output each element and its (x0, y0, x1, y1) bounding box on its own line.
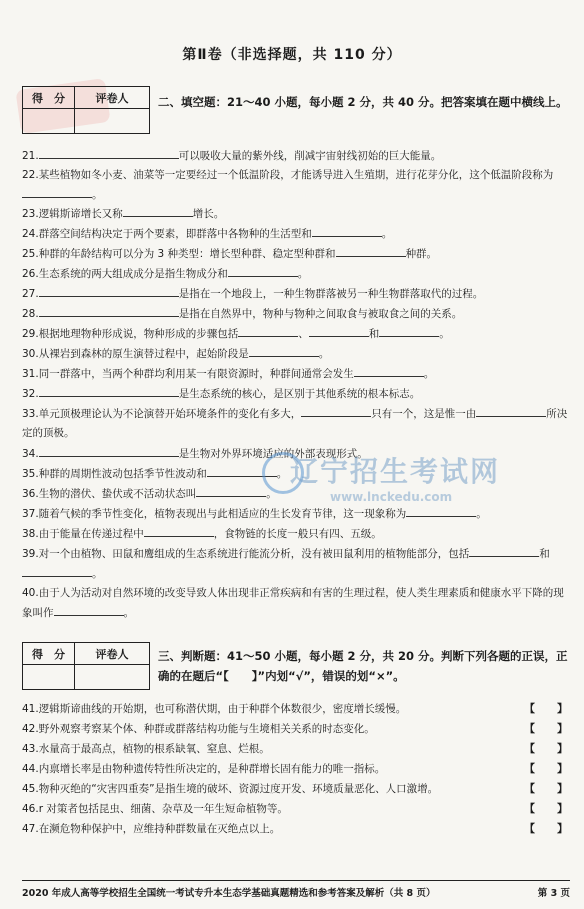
question-text: 内禀增长率是由物种遗传特性所决定的，是种群增长固有能力的唯一指标。 (38, 763, 386, 775)
answer-blank[interactable] (336, 244, 406, 257)
answer-blank[interactable] (309, 324, 369, 337)
answer-blank[interactable] (39, 444, 109, 457)
answer-blank[interactable] (109, 284, 179, 297)
question-text: 。 (123, 607, 134, 619)
answer-bracket[interactable]: 【 】 (524, 702, 568, 715)
answer-blank[interactable] (39, 146, 109, 159)
question-number: 41. (22, 703, 39, 715)
question-text: 是生态系统的核心，是区别于其他系统的根本标志。 (178, 388, 421, 400)
question-text: 所决定的顶极。 (22, 408, 568, 439)
question-26 (22, 264, 570, 284)
question-text: 群落空间结构决定于两个要素，即群落中各物种的生活型和 (38, 228, 312, 240)
question-38 (22, 524, 570, 544)
question-text: 野外观察考察某个体、种群或群落结构功能与生境相关关系的时态变化。 (38, 723, 375, 735)
question-42 (22, 720, 492, 739)
question-text: r 对策者包括昆虫、细菌、杂草及一年生短命植物等。 (38, 803, 288, 815)
question-27 (22, 284, 570, 304)
answer-blank[interactable] (476, 404, 546, 417)
question-number: 36. (22, 488, 39, 500)
question-text: 只有一个，这是惟一由 (371, 408, 477, 420)
question-28 (22, 304, 570, 324)
question-text: 逻辑斯谛曲线的开始期，也可称潜伏期，由于种群个体数很少，密度增长缓慢。 (38, 703, 407, 715)
answer-blank[interactable] (228, 264, 298, 277)
score-cell (23, 109, 75, 133)
score-box-section-2 (22, 86, 150, 134)
answer-blank[interactable] (196, 484, 266, 497)
question-text: 某些植物如冬小麦、油菜等一定要经过一个低温阶段，才能诱导进入生殖期，进行花芽分化，这个低温阶段称为 (38, 169, 554, 181)
question-text: 可以吸收大量的紫外线，削减宇宙射线初始的巨大能量。 (178, 150, 442, 162)
question-number: 28. (22, 308, 39, 320)
question-number: 21. (22, 150, 39, 162)
grader-label: 评卷人 (75, 643, 149, 665)
answer-blank[interactable] (109, 146, 179, 159)
grader-cell (75, 109, 149, 133)
question-number: 44. (22, 763, 39, 775)
question-44 (22, 760, 492, 779)
answer-bracket[interactable]: 【 】 (524, 802, 568, 815)
question-43 (22, 740, 492, 759)
question-32 (22, 384, 570, 404)
question-number: 22. (22, 169, 39, 181)
answer-blank[interactable] (109, 444, 179, 457)
answer-blank[interactable] (54, 603, 124, 616)
question-text: 对一个由植物、田鼠和鹰组成的生态系统进行能流分析，没有被田鼠利用的植物能部分，包括 (38, 548, 470, 560)
grader-cell (75, 665, 149, 689)
question-text: 。 (276, 468, 288, 480)
question-text: 。 (297, 268, 309, 280)
question-31 (22, 364, 570, 384)
question-number: 37. (22, 508, 39, 520)
question-text: 。 (318, 348, 330, 360)
score-box-section-3 (22, 642, 150, 690)
grader-label: 评卷人 (75, 87, 149, 109)
question-text: 。 (266, 488, 277, 500)
answer-bracket[interactable]: 【 】 (524, 742, 568, 755)
question-text: 。 (439, 328, 450, 340)
question-text: 同一群落中，当两个种群均利用某一有限资源时，种群间通常会发生 (38, 368, 354, 380)
answer-bracket[interactable]: 【 】 (524, 722, 568, 735)
page-footer (22, 880, 570, 899)
question-22 (22, 166, 570, 205)
question-45 (22, 780, 492, 799)
answer-blank[interactable] (144, 524, 214, 537)
question-47 (22, 820, 492, 839)
answer-blank[interactable] (123, 204, 193, 217)
question-21 (22, 146, 570, 166)
question-46 (22, 800, 492, 819)
question-number: 25. (22, 248, 39, 260)
question-text: 是指在一个地段上，一种生物群落被另一种生物群落取代的过程。 (178, 288, 484, 300)
question-text: 。 (92, 568, 103, 580)
question-text: 。 (476, 508, 487, 520)
answer-blank[interactable] (39, 304, 109, 317)
question-number: 23. (22, 208, 39, 220)
question-number: 40. (22, 587, 39, 599)
question-text: ，食物链的长度一般只有四、五级。 (213, 528, 382, 540)
question-30 (22, 344, 570, 364)
question-number: 31. (22, 368, 39, 380)
answer-blank[interactable] (22, 185, 92, 198)
question-text: 从裸岩到森林的原生演替过程中，起始阶段是 (38, 348, 249, 360)
question-text: 是生物对外界环境适应的外部表现形式。 (178, 448, 368, 460)
answer-blank[interactable] (249, 344, 319, 357)
question-text: 根据地理物种形成说，物种形成的步骤包括 (38, 328, 239, 340)
question-40 (22, 584, 570, 623)
question-text: 水量高于最高点，植物的根系缺氧、窒息、烂根。 (38, 743, 270, 755)
answer-bracket[interactable]: 【 】 (524, 822, 568, 835)
question-39 (22, 544, 570, 584)
page-title: 第Ⅱ卷（非选择题，共 110 分） (182, 47, 402, 63)
question-text: 生物的潜伏、蛰伏或不活动状态叫 (38, 488, 197, 500)
question-text: 种群。 (405, 248, 438, 260)
question-24 (22, 224, 570, 244)
question-number: 42. (22, 723, 39, 735)
watermark-main: 辽宁招生考试网 (290, 455, 501, 488)
question-text: 是指在自然界中，物种与物种之间取食与被取食之间的关系。 (178, 308, 463, 320)
answer-blank[interactable] (379, 324, 439, 337)
answer-blank[interactable] (312, 224, 382, 237)
question-text: 种群的年龄结构可以分为 3 种类型：增长型种群、稳定型种群和 (38, 248, 336, 260)
question-number: 39. (22, 548, 39, 560)
answer-blank[interactable] (109, 384, 179, 397)
question-text: 增长。 (192, 208, 225, 220)
section-2-heading: 二、填空题：21～40 小题，每小题 2 分，共 40 分。把答案填在题中横线上。 (158, 95, 568, 109)
question-text: 种群的周期性波动包括季节性波动和 (38, 468, 207, 480)
answer-blank[interactable] (301, 404, 371, 417)
question-text: 逻辑斯谛增长又称 (38, 208, 123, 220)
answer-blank[interactable] (238, 324, 298, 337)
question-text: 和 (539, 548, 550, 560)
score-label: 得 分 (23, 87, 75, 109)
question-text: 由于能量在传递过程中 (38, 528, 144, 540)
question-23 (22, 204, 570, 224)
question-text: 物种灭绝的“灾害四重奏”是指生境的破坏、资源过度开发、环境质量恶化、人口激增。 (38, 783, 439, 795)
section-3-heading: 三、判断题：41～50 小题，每小题 2 分，共 20 分。判断下列各题的正误，正确的在题后“【 】”内划“√”，错误的划“×”。 (158, 649, 568, 683)
question-text: 在濒危物种保护中，应维持种群数量在灭绝点以上。 (38, 823, 281, 835)
answer-blank[interactable] (109, 304, 179, 317)
question-25 (22, 244, 570, 264)
question-text: 单元顶极理论认为不论演替开始环境条件的变化有多大， (38, 408, 302, 420)
question-number: 32. (22, 388, 39, 400)
question-number: 26. (22, 268, 39, 280)
question-text: 生态系统的两大组成成分是指生物成分和 (38, 268, 228, 280)
question-41 (22, 700, 492, 719)
question-number: 38. (22, 528, 39, 540)
question-text: 和 (368, 328, 380, 340)
answer-bracket[interactable]: 【 】 (524, 782, 568, 795)
question-text: 。 (423, 368, 435, 380)
question-text: 由于人为活动对自然环境的改变导致人体出现非正常疾病和有害的生理过程，使人类生理素质和健康水平下降的现象叫作 (22, 587, 564, 619)
question-text: 、 (298, 328, 309, 340)
question-text: 。 (381, 228, 393, 240)
question-number: 35. (22, 468, 39, 480)
question-number: 33. (22, 408, 39, 420)
answer-blank[interactable] (39, 284, 109, 297)
answer-blank[interactable] (354, 364, 424, 377)
answer-blank[interactable] (469, 544, 539, 557)
question-number: 43. (22, 743, 39, 755)
question-number: 47. (22, 823, 39, 835)
footer-title: 2020 年成人高等学校招生全国统一考试专升本生态学基础真题精选和参考答案及解析（共 8 页） (22, 888, 436, 899)
score-label: 得 分 (23, 643, 75, 665)
question-number: 46. (22, 803, 39, 815)
question-number: 34. (22, 448, 39, 460)
question-number: 45. (22, 783, 39, 795)
answer-blank[interactable] (39, 384, 109, 397)
question-text: 随着气候的季节性变化，植物表现出与此相适应的生长发育节律，这一现象称为 (38, 508, 407, 520)
question-29 (22, 324, 570, 344)
question-text: 。 (92, 189, 103, 201)
score-cell (23, 665, 75, 689)
question-number: 24. (22, 228, 39, 240)
page-number: 第 3 页 (537, 888, 570, 899)
answer-bracket[interactable]: 【 】 (524, 762, 568, 775)
watermark (290, 450, 530, 520)
watermark-url: www.lnckedu.com (330, 490, 453, 504)
question-number: 30. (22, 348, 39, 360)
question-33 (22, 404, 570, 443)
question-number: 29. (22, 328, 39, 340)
answer-blank[interactable] (22, 564, 92, 577)
question-number: 27. (22, 288, 39, 300)
